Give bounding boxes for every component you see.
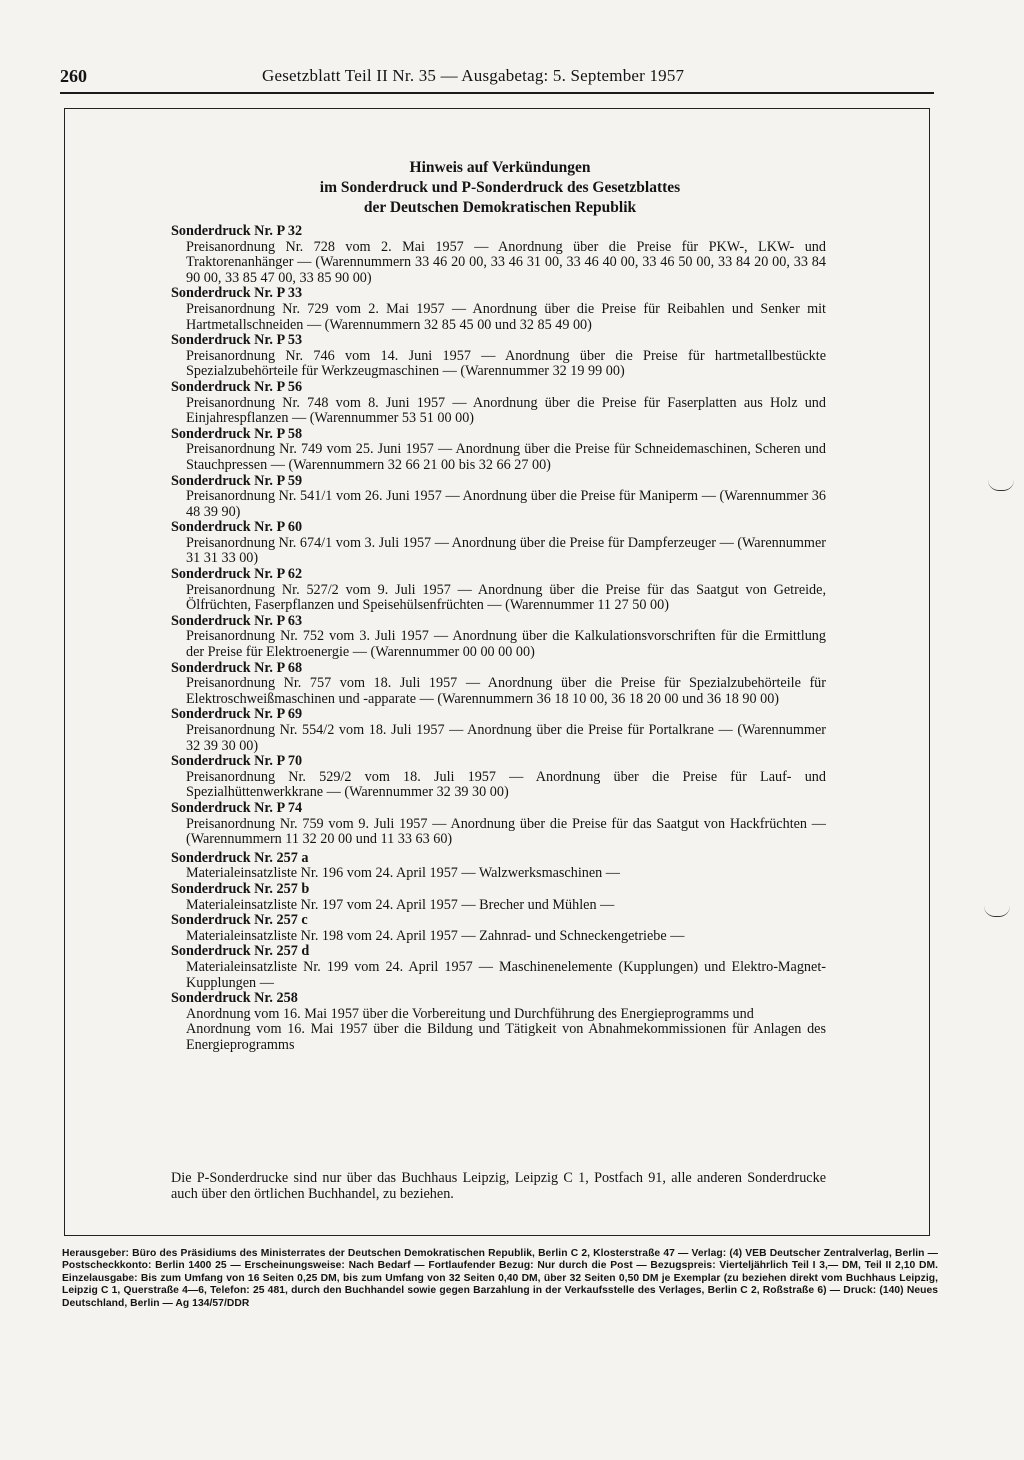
list-item	[171, 286, 826, 333]
entry-text: Preisanordnung Nr. 759 vom 9. Juli 1957 — Anordnung über die Preise für das Saatgut von Hackfrüchten — (Warennummern 11 32 20 00 und 11 33 63 60)	[186, 815, 826, 848]
entry-label: Sonderdruck Nr. P 63	[171, 612, 303, 629]
entry-label: Sonderdruck Nr. P 70	[171, 753, 303, 770]
list-item	[171, 427, 826, 474]
entry-label: Sonderdruck Nr. P 56	[171, 378, 303, 395]
list-item	[171, 333, 826, 380]
entry-text: Materialeinsatzliste Nr. 198 vom 24. April 1957 — Zahnrad- und Schneckengetriebe —	[186, 927, 685, 944]
entry-label: Sonderdruck Nr. 258	[171, 990, 298, 1007]
margin-mark-icon	[984, 906, 1010, 917]
list-item	[171, 944, 826, 991]
entry-text: Preisanordnung Nr. 748 vom 8. Juni 1957 — Anordnung über die Preise für Faserplatten aus Holz und Einjahrespflanzen — (Warennummer 53 51 00 00)	[186, 394, 826, 427]
entry-text: Anordnung vom 16. Mai 1957 über die Vorbereitung und Durchführung des Energieprogramms und	[186, 1005, 754, 1022]
entry-text: Preisanordnung Nr. 752 vom 3. Juli 1957 — Anordnung über die Kalkulationsvorschriften für die Ermittlung der Preise für Elektroenergie — (Warennummer 00 00 00 00)	[186, 628, 826, 661]
entry-text: Preisanordnung Nr. 728 vom 2. Mai 1957 — Anordnung über die Preise für PKW-, LKW- und Traktorenanhänger — (Warennummern 33 46 20 00, 33 46 31 00, 33 46 40 00, 33 46 50 00, 33 84 20 00, 33 84 90 00, 33 85 47 00, 33 85 90 00)	[186, 238, 826, 286]
entry-text: Preisanordnung Nr. 554/2 vom 18. Juli 1957 — Anordnung über die Preise für Portalkrane — (Warennummer 32 39 30 00)	[186, 722, 826, 754]
entry-text: Materialeinsatzliste Nr. 197 vom 24. April 1957 — Brecher und Mühlen —	[186, 896, 615, 913]
entry-label: Sonderdruck Nr. 257 a	[171, 849, 309, 866]
entry-list	[171, 224, 826, 1053]
page-header	[60, 66, 934, 94]
title-line-2: im Sonderdruck und P-Sonderdruck des Gesetzblattes	[319, 179, 681, 196]
entry-text: Preisanordnung Nr. 746 vom 14. Juni 1957 — Anordnung über die Preise für hartmetallbestückte Spezialzubehörteile für Werkzeugmaschinen — (Warennummer 32 19 99 00)	[186, 347, 826, 380]
entry-label: Sonderdruck Nr. P 53	[171, 332, 303, 349]
margin-mark-icon	[988, 480, 1014, 491]
notice-title	[160, 158, 840, 218]
entry-label: Sonderdruck Nr. P 62	[171, 566, 303, 583]
entry-text: Materialeinsatzliste Nr. 196 vom 24. April 1957 — Walzwerksmaschinen —	[186, 865, 620, 882]
entry-text: Preisanordnung Nr. 674/1 vom 3. Juli 1957 — Anordnung über die Preise für Dampferzeuger — (Warennummer 31 31 33 00)	[186, 534, 826, 567]
entry-label: Sonderdruck Nr. P 68	[171, 659, 303, 676]
entry-label: Sonderdruck Nr. P 60	[171, 519, 303, 536]
list-item	[171, 520, 826, 567]
list-item	[171, 380, 826, 427]
list-item	[171, 991, 826, 1053]
running-head: Gesetzblatt Teil II Nr. 35 — Ausgabetag: 5. September 1957	[262, 66, 685, 85]
entry-label: Sonderdruck Nr. P 32	[171, 223, 303, 239]
list-item	[171, 614, 826, 661]
entry-label: Sonderdruck Nr. P 58	[171, 425, 303, 442]
entry-text: Preisanordnung Nr. 729 vom 2. Mai 1957 — Anordnung über die Preise für Reibahlen und Senker mit Hartmetallschneiden — (Warennummern 32 85 45 00 und 32 85 49 00)	[186, 300, 826, 333]
title-line-3: der Deutschen Demokratischen Republik	[363, 199, 637, 216]
list-item	[171, 882, 826, 913]
page-number: 260	[60, 66, 87, 86]
entry-text: Materialeinsatzliste Nr. 199 vom 24. April 1957 — Maschinenelemente (Kupplungen) und Elektro-Magnet-Kupplungen —	[186, 958, 826, 991]
entry-label: Sonderdruck Nr. P 69	[171, 706, 303, 723]
list-item	[171, 913, 826, 944]
entry-label: Sonderdruck Nr. 257 d	[171, 943, 310, 960]
list-item	[171, 567, 826, 614]
list-item	[171, 224, 826, 286]
entry-text: Preisanordnung Nr. 527/2 vom 9. Juli 1957 — Anordnung über die Preise für das Saatgut von Getreide, Ölfrüchten, Faserpflanzen und Speisehülsenfrüchten — (Warennummer 11 27 50 00)	[186, 581, 826, 614]
entry-text: Preisanordnung Nr. 541/1 vom 26. Juni 1957 — Anordnung über die Preise für Maniperm — (Warennummer 36 48 39 90)	[186, 488, 826, 520]
entry-text: Preisanordnung Nr. 749 vom 25. Juni 1957 — Anordnung über die Preise für Schneidemaschinen, Scheren und Stauchpressen — (Warennummern 32 66 21 00 bis 32 66 27 00)	[186, 441, 826, 473]
closing-note: Die P-Sonderdrucke sind nur über das Buchhaus Leipzig, Leipzig C 1, Postfach 91, alle anderen Sonderdrucke auch über den örtlichen Buchhandel, zu beziehen.	[171, 1170, 826, 1202]
list-item	[171, 851, 826, 882]
entry-text: Preisanordnung Nr. 529/2 vom 18. Juli 1957 — Anordnung über die Preise für Lauf- und Spezialhüttenwerkkrane — (Warennummer 32 39 30 00)	[186, 768, 826, 801]
imprint: Herausgeber: Büro des Präsidiums des Ministerrates der Deutschen Demokratischen Republik, Berlin C 2, Klosterstraße 47 — Verlag: (4) VEB Deutscher Zentralverlag, Berlin — Postscheckkonto: Berlin 1400 25 — Erscheinungsweise: Nach Bedarf — Fortlaufender Bezug: Nur durch die Post — Bezugspreis: Vierteljährlich Teil I 3,— DM, Teil II 2,10 DM. Einzelausgabe: Bis zum Umfang von 16 Seiten 0,25 DM, bis zum Umfang von 32 Seiten 0,40 DM, über 32 Seiten 0,50 DM je Exemplar (zu beziehen direkt vom Buchhaus Leipzig, Leipzig C 1, Querstraße 4—6, Telefon: 25 481, durch den Buchhandel sowie gegen Barzahlung in der Verkaufsstelle des Verlages, Berlin C 2, Roßstraße 6) — Druck: (140) Neues Deutschland, Berlin — Ag 134/57/DDR	[62, 1248, 938, 1309]
entry-label: Sonderdruck Nr. 257 c	[171, 912, 308, 929]
entry-label: Sonderdruck Nr. 257 b	[171, 880, 310, 897]
entry-label: Sonderdruck Nr. P 59	[171, 472, 303, 489]
list-item	[171, 707, 826, 754]
list-item	[171, 661, 826, 708]
entry-label: Sonderdruck Nr. P 74	[171, 799, 303, 816]
list-item	[171, 474, 826, 521]
list-item	[171, 801, 826, 848]
entry-text: Preisanordnung Nr. 757 vom 18. Juli 1957 — Anordnung über die Preise für Spezialzubehörteile für Elektroschweißmaschinen und -apparate — (Warennummern 36 18 10 00, 36 18 20 00 und 36 18 90 00)	[186, 675, 826, 707]
entry-text-2: Anordnung vom 16. Mai 1957 über die Bildung und Tätigkeit von Abnahmekommissionen für Anlagen des Energieprogramms	[186, 1021, 826, 1053]
list-item	[171, 754, 826, 801]
title-line-1: Hinweis auf Verkündungen	[409, 159, 591, 176]
entry-label: Sonderdruck Nr. P 33	[171, 285, 303, 302]
